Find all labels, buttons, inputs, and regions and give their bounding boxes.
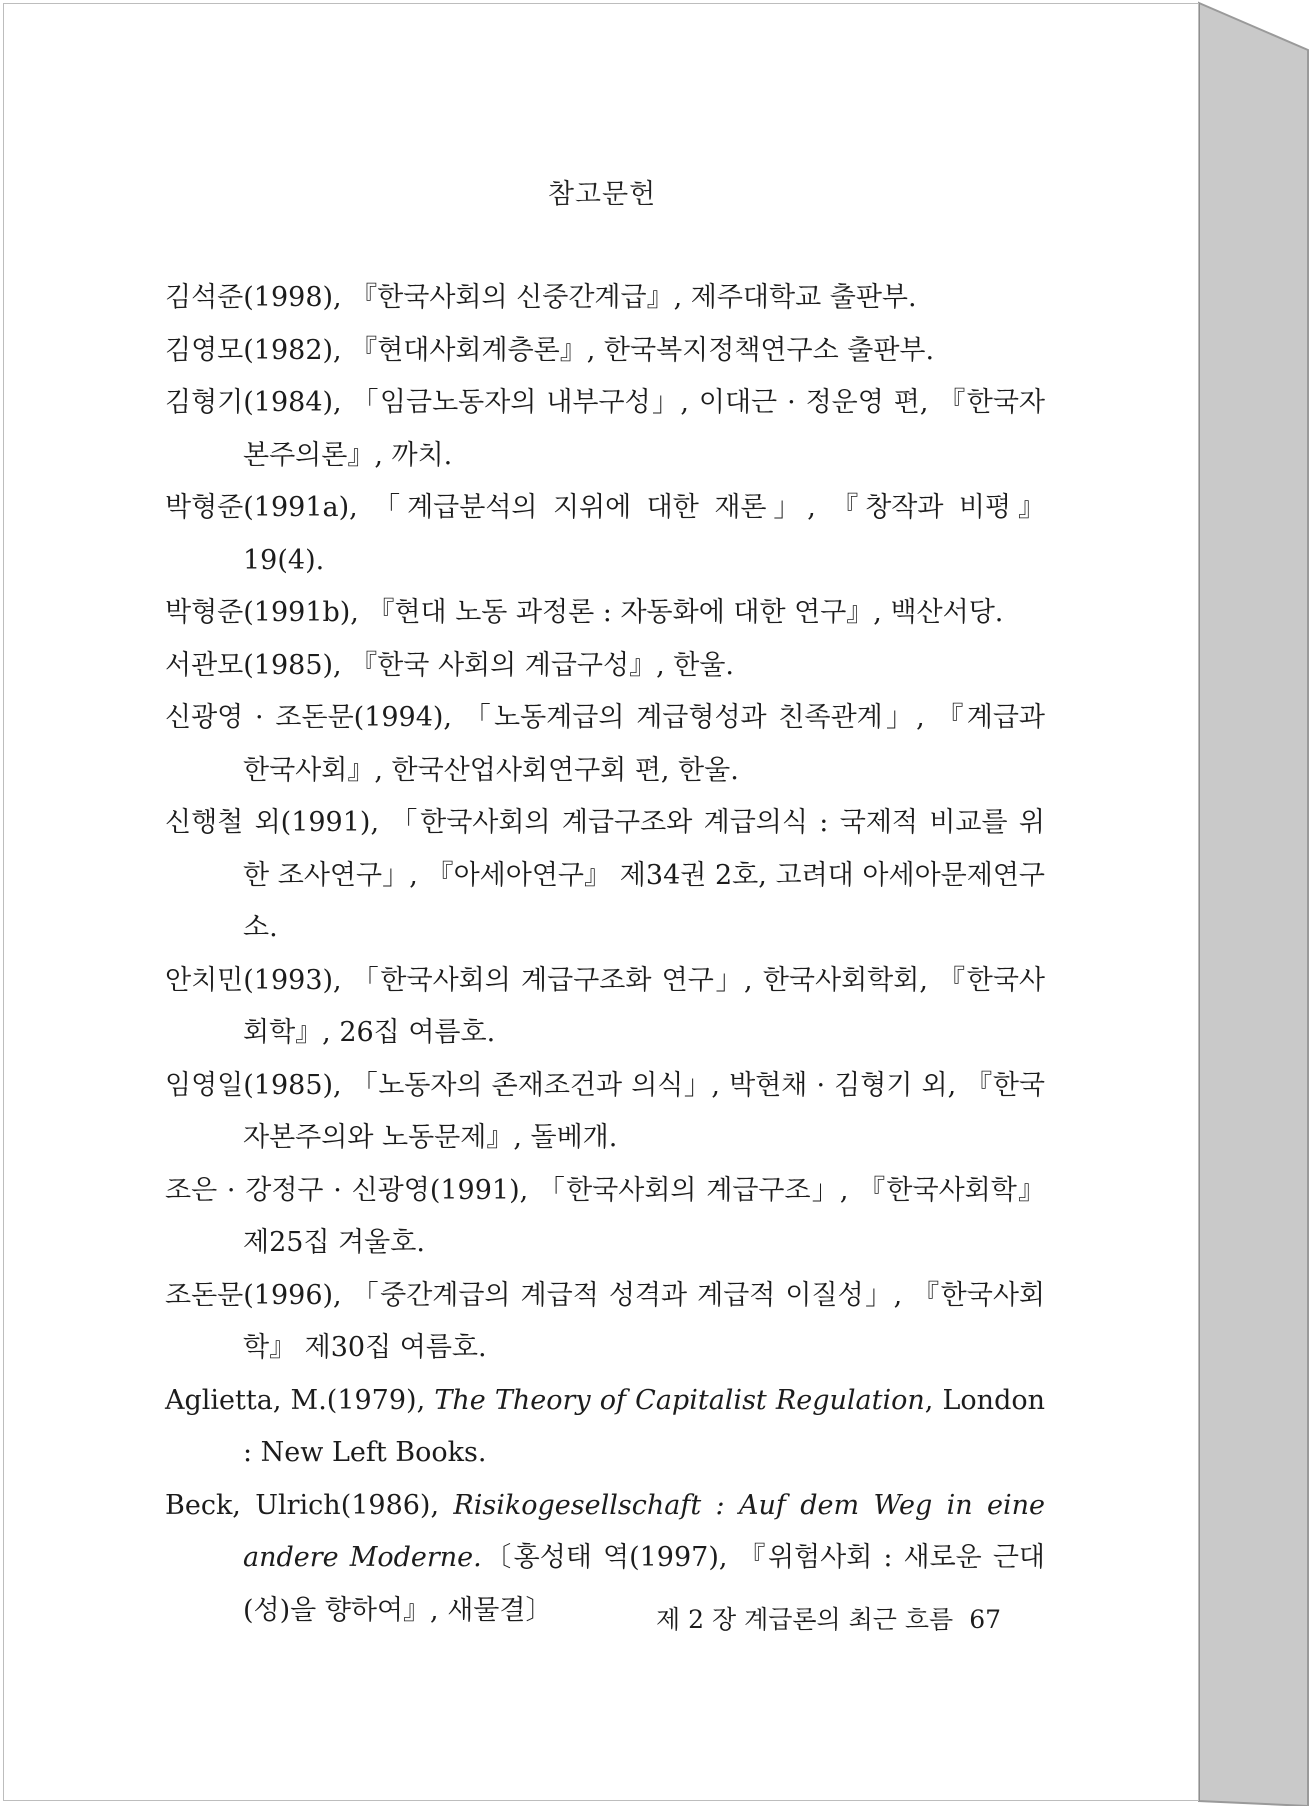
- reference-text: 김영모(1982), 『현대사회계층론』, 한국복지정책연구소 출판부.: [165, 334, 935, 366]
- reference-text: 박형준(1991a), 「계급분석의 지위에 대한 재론」, 『창작과 비평』 19(4).: [165, 492, 1045, 576]
- chapter-title: 제 2 장 계급론의 최근 흐름: [656, 1605, 954, 1634]
- reference-text: 김형기(1984), 「임금노동자의 내부구성」, 이대근 · 정운영 편, 『한국자본주의론』, 까치.: [165, 387, 1045, 471]
- page-number: 67: [969, 1605, 1001, 1634]
- reference-book-title: The Theory of Capitalist Regulation: [434, 1384, 925, 1416]
- reference-entry: [165, 640, 1045, 693]
- page-side-face: [1199, 3, 1308, 1806]
- reference-text: 조돈문(1996), 「중간계급의 계급적 성격과 계급적 이질성」, 『한국사회학』 제30집 여름호.: [165, 1279, 1045, 1363]
- reference-book-title: Risikogesellschaft : Auf dem Weg in eine andere Moderne.: [243, 1489, 1045, 1573]
- reference-text: 김석준(1998), 『한국사회의 신중간계급』, 제주대학교 출판부.: [165, 282, 917, 313]
- reference-entry: [165, 797, 1045, 955]
- reference-text: Aglietta, M.(1979),: [165, 1384, 435, 1416]
- page-face: [3, 3, 1199, 1801]
- reference-entry: [165, 692, 1045, 797]
- reference-entry: [165, 482, 1045, 587]
- reference-list: [165, 272, 1045, 1637]
- reference-text: Beck, Ulrich(1986),: [165, 1489, 454, 1521]
- reference-entry: [165, 1375, 1045, 1480]
- reference-text: 신행철 외(1991), 「한국사회의 계급구조와 계급의식 : 국제적 비교를 위한 조사연구」, 『아세아연구』 제34권 2호, 고려대 아세아문제연구소.: [165, 807, 1045, 943]
- page-title: 참고문헌: [547, 179, 657, 210]
- reference-text: 안치민(1993), 「한국사회의 계급구조화 연구」, 한국사회학회, 『한국사회학』, 26집 여름호.: [165, 964, 1045, 1048]
- reference-text: 조은 · 강정구 · 신광영(1991), 「한국사회의 계급구조」, 『한국사회학』 제25집 겨울호.: [165, 1174, 1045, 1258]
- reference-entry: [165, 1270, 1045, 1375]
- reference-entry: [165, 377, 1045, 482]
- reference-entry: [165, 325, 1045, 378]
- reference-text-after: , London : New Left Books.: [243, 1384, 1045, 1468]
- reference-text: 서관모(1985), 『한국 사회의 계급구성』, 한울.: [165, 649, 735, 681]
- reference-entry: [165, 587, 1045, 640]
- reference-entry: [165, 955, 1045, 1060]
- reference-text: 박형준(1991b), 『현대 노동 과정론 : 자동화에 대한 연구』, 백산서당.: [165, 597, 1004, 628]
- reference-text-after: 〔홍성태 역(1997), 『위험사회 : 새로운 근대(성)을 향하여』, 새물결〕: [243, 1542, 1045, 1626]
- reference-entry: [165, 272, 1045, 325]
- reference-text: 신광영 · 조돈문(1994), 「노동계급의 계급형성과 친족관계」, 『계급과 한국사회』, 한국산업사회연구회 편, 한울.: [165, 702, 1045, 786]
- reference-text: 임영일(1985), 「노동자의 존재조건과 의식」, 박현채 · 김형기 외, 『한국자본주의와 노동문제』, 돌베개.: [165, 1069, 1045, 1153]
- page-footer: [656, 1600, 1001, 1636]
- reference-entry: [165, 1060, 1045, 1165]
- reference-entry: [165, 1165, 1045, 1270]
